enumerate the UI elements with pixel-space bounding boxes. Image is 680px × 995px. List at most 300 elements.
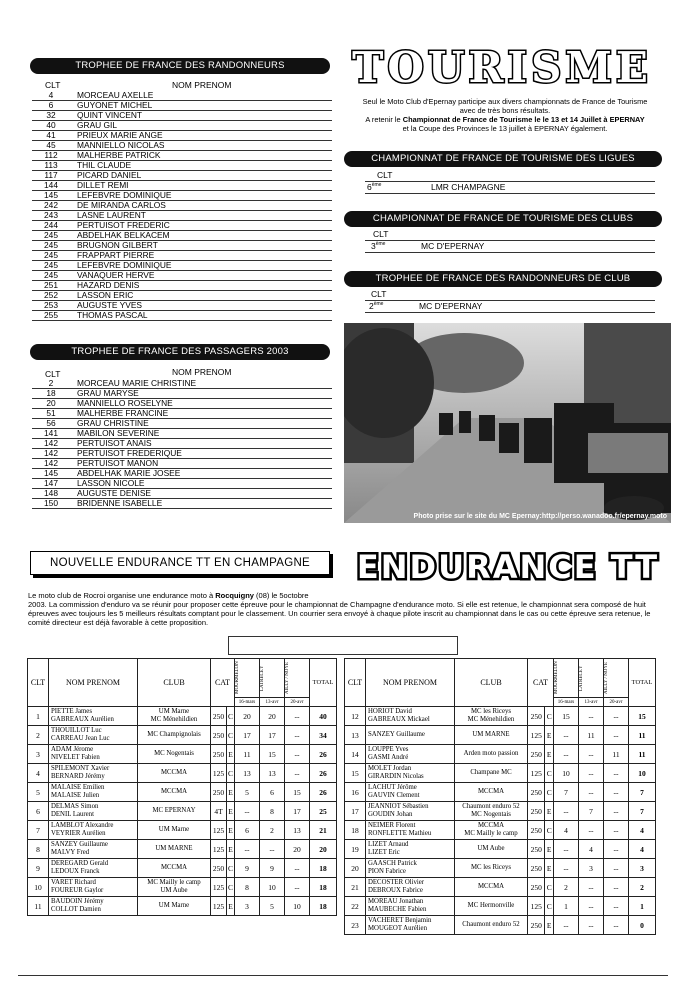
list-item-rank: 148 <box>44 488 58 498</box>
list-item-name: PERTUISOT FREDERIC <box>77 220 170 230</box>
list-item-name: THOMAS PASCAL <box>77 310 148 320</box>
row-latrecey: 13 <box>260 764 285 783</box>
row-mourmelon: 17 <box>235 726 260 745</box>
club-1: Arden moto passion <box>463 750 519 757</box>
row-club <box>138 783 211 802</box>
list-item-name: PICARD DANIEL <box>77 170 142 180</box>
table-row <box>28 745 337 764</box>
row-total: 3 <box>629 859 656 878</box>
row-cc: 125 <box>528 897 545 916</box>
row-cc: 250 <box>528 878 545 897</box>
col-name: NOM PRENOM <box>366 659 455 707</box>
row-clt: 8 <box>28 840 49 859</box>
rider-2: COLLOT Damien <box>51 906 101 913</box>
row-riders <box>49 897 138 916</box>
list-item-name: MABILON SEVERINE <box>77 428 160 438</box>
svg-text:ENDURANCE TT: ENDURANCE TT <box>356 548 660 586</box>
row-cc: 250 <box>211 783 227 802</box>
row-cat: C <box>545 707 554 726</box>
row-ailly: -- <box>285 707 310 726</box>
row-clt: 5 <box>28 783 49 802</box>
row-club <box>455 745 528 764</box>
list-item-rank: 142 <box>44 458 58 468</box>
row-latrecey: 7 <box>579 802 604 821</box>
passagers-title: TROPHEE DE FRANCE DES PASSAGERS 2003 <box>30 344 330 360</box>
rider-2: MAUBECHE Fabien <box>368 906 427 913</box>
row-mourmelon: 5 <box>235 783 260 802</box>
row-club <box>455 783 528 802</box>
list-item-name: LASSON NICOLE <box>77 478 145 488</box>
passagers-col-name: NOM PRENOM <box>172 367 232 377</box>
row-cc: 250 <box>528 783 545 802</box>
rider-1: DEREGARD Gerald <box>51 860 109 867</box>
row-total: 34 <box>310 726 337 745</box>
randonneurs-title: TROPHEE DE FRANCE DES RANDONNEURS <box>30 58 330 74</box>
club-1: MC Champignolais <box>147 731 201 738</box>
row-riders <box>366 745 455 764</box>
list-item-name: MANNIELLO NICOLAS <box>77 140 165 150</box>
list-item-rank: 144 <box>44 180 58 190</box>
row-clt: 7 <box>28 821 49 840</box>
row-cat: E <box>545 840 554 859</box>
club-1: UM Marne <box>158 826 190 833</box>
passagers-col-clt: CLT <box>45 369 61 379</box>
rider-1: SANZEY Guillaume <box>368 731 425 738</box>
row-club <box>455 764 528 783</box>
col-r1 <box>235 659 260 698</box>
row-mourmelon: -- <box>554 745 579 764</box>
list-item-rank: 112 <box>44 150 58 160</box>
rider-2: PION Fabrice <box>368 868 406 875</box>
row-latrecey: -- <box>579 897 604 916</box>
list-item-name: AUGUSTE YVES <box>77 300 143 310</box>
row-latrecey: -- <box>579 878 604 897</box>
rider-2: MALAISE Julien <box>51 792 100 799</box>
rider-2: NIVELET Fabien <box>51 754 100 761</box>
row-riders <box>49 821 138 840</box>
col-date: 13-avr <box>579 698 604 707</box>
row-cc: 250 <box>528 916 545 935</box>
ligues-team: LMR CHAMPAGNE <box>431 182 506 192</box>
row-club <box>455 878 528 897</box>
row-riders <box>49 840 138 859</box>
row-riders <box>49 764 138 783</box>
row-riders <box>49 802 138 821</box>
row-latrecey: 17 <box>260 726 285 745</box>
row-cat: E <box>227 783 235 802</box>
clubs-team: MC D'EPERNAY <box>421 241 485 251</box>
row-cat: C <box>227 764 235 783</box>
rider-2: GABREAUX Mickael <box>368 716 430 723</box>
list-item-rank: 245 <box>44 260 58 270</box>
row-latrecey: -- <box>579 764 604 783</box>
row-total: 26 <box>310 783 337 802</box>
tourisme-intro <box>340 97 670 133</box>
row-latrecey: -- <box>260 840 285 859</box>
endurance-big-title <box>348 544 668 586</box>
list-item-name: HAZARD DENIS <box>77 280 140 290</box>
row-mourmelon: -- <box>554 840 579 859</box>
row-clt: 6 <box>28 802 49 821</box>
rider-2: GIRARDIN Nicolas <box>368 773 424 780</box>
row-club <box>138 821 211 840</box>
row-cc: 250 <box>211 745 227 764</box>
row-cat: E <box>227 802 235 821</box>
row-mourmelon: -- <box>554 916 579 935</box>
list-item-rank: 145 <box>44 468 58 478</box>
row-ailly: -- <box>604 859 629 878</box>
club-2: MC Ménehildien <box>150 716 198 723</box>
list-item-rank: 245 <box>44 270 58 280</box>
row-cat: E <box>227 745 235 764</box>
list-item-name: ABDELHAK MARIE JOSEE <box>77 468 181 478</box>
row-mourmelon: 13 <box>235 764 260 783</box>
row-club <box>455 840 528 859</box>
row-total: 26 <box>310 764 337 783</box>
col-r3 <box>285 659 310 698</box>
randonneurs-list <box>32 91 332 321</box>
club-1: MCCMA <box>477 822 505 829</box>
row-club <box>138 840 211 859</box>
col-cat: CAT <box>528 659 554 707</box>
list-item-rank: 51 <box>46 408 56 418</box>
row-total: 1 <box>629 897 656 916</box>
rider-1: THOUILLOT Luc <box>51 727 102 734</box>
list-item-name: GRAU GIL <box>77 120 118 130</box>
list-item-rank: 251 <box>44 280 58 290</box>
club-1: MC Hermonville <box>467 902 515 909</box>
col-date: 16-mars <box>235 698 260 707</box>
row-cc: 250 <box>528 802 545 821</box>
col-r2-label: LATRECEY <box>260 665 265 691</box>
row-latrecey: -- <box>579 916 604 935</box>
list-item-rank: 45 <box>46 140 56 150</box>
row-total: 0 <box>629 916 656 935</box>
row-cc: 250 <box>528 859 545 878</box>
club-1: MC EPERNAY <box>152 807 196 814</box>
rider-2: GASMI André <box>368 754 409 761</box>
row-total: 4 <box>629 821 656 840</box>
row-latrecey: 2 <box>260 821 285 840</box>
row-riders <box>49 707 138 726</box>
club-1: MC les Riceys <box>470 708 512 715</box>
list-item-rank: 142 <box>44 438 58 448</box>
row-cat: C <box>545 764 554 783</box>
rclub-result <box>365 289 655 313</box>
table-row <box>345 783 656 802</box>
list-item-rank: 252 <box>44 290 58 300</box>
row-cc: 125 <box>211 878 227 897</box>
club-1: MCCMA <box>160 864 188 871</box>
row-mourmelon: -- <box>554 859 579 878</box>
tourisme-title <box>342 42 662 94</box>
rider-1: DELMAS Simon <box>51 803 99 810</box>
col-r1-label: MOURMELON <box>554 661 559 695</box>
row-riders <box>366 802 455 821</box>
row-clt: 9 <box>28 859 49 878</box>
row-latrecey: 6 <box>260 783 285 802</box>
rider-2: DEBROUX Fabrice <box>368 887 423 894</box>
rider-2: RONFLETTE Mathieu <box>368 830 432 837</box>
rider-1: VARET Richard <box>51 879 96 886</box>
row-cc: 125 <box>528 726 545 745</box>
table-row <box>28 859 337 878</box>
list-item-name: DILLET REMI <box>77 180 129 190</box>
row-ailly: -- <box>604 707 629 726</box>
list-item-rank: 253 <box>44 300 58 310</box>
table-row <box>28 783 337 802</box>
rider-2: MALVY Fred <box>51 849 90 856</box>
clubs-rank: 3ème <box>371 241 386 251</box>
rider-1: SPILEMONT Xavier <box>51 765 110 772</box>
row-ailly: -- <box>285 745 310 764</box>
row-mourmelon: 15 <box>554 707 579 726</box>
col-total: TOTAL <box>629 659 656 707</box>
row-clt: 15 <box>345 764 366 783</box>
list-item-rank: 145 <box>44 190 58 200</box>
randonneurs-col-clt: CLT <box>45 80 61 90</box>
list-item-name: VANAQUER HERVE <box>77 270 155 280</box>
table-row <box>345 840 656 859</box>
table-row <box>345 764 656 783</box>
row-club <box>138 878 211 897</box>
list-item-rank: 113 <box>44 160 58 170</box>
row-riders <box>49 726 138 745</box>
rider-1: VACHERET Benjamin <box>368 917 432 924</box>
table-row <box>345 726 656 745</box>
svg-text:TOURISME: TOURISME <box>352 43 652 92</box>
row-ailly: -- <box>604 821 629 840</box>
list-item-name: BRUGNON GILBERT <box>77 240 158 250</box>
row-total: 21 <box>310 821 337 840</box>
clubs-result <box>365 229 655 253</box>
row-cat: C <box>545 783 554 802</box>
row-clt: 2 <box>28 726 49 745</box>
rider-1: PIETTE James <box>51 708 92 715</box>
row-total: 26 <box>310 745 337 764</box>
row-ailly: -- <box>604 878 629 897</box>
row-club <box>455 821 528 840</box>
row-clt: 12 <box>345 707 366 726</box>
row-riders <box>366 707 455 726</box>
rider-2: FOUREUR Gaylor <box>51 887 104 894</box>
list-item-name: ABDELHAK BELKACEM <box>77 230 170 240</box>
list-item-rank: 18 <box>46 388 56 398</box>
row-clt: 4 <box>28 764 49 783</box>
rider-1: SANZEY Guillaume <box>51 841 108 848</box>
motorcycle-photo <box>344 323 671 523</box>
list-item-rank: 147 <box>44 478 58 488</box>
row-cat: C <box>545 821 554 840</box>
col-date: 20-avr <box>285 698 310 707</box>
row-mourmelon: 9 <box>235 859 260 878</box>
row-cc: 250 <box>211 859 227 878</box>
rclub-clt: CLT <box>365 289 655 301</box>
row-cat: C <box>227 878 235 897</box>
list-item-name: LASNE LAURENT <box>77 210 146 220</box>
row-ailly: -- <box>285 859 310 878</box>
col-r2-label: LATRECEY <box>579 665 584 691</box>
row-total: 11 <box>629 726 656 745</box>
row-total: 15 <box>629 707 656 726</box>
rider-2: GOUDIN Johan <box>368 811 413 818</box>
photo-caption: Photo prise sur le site du MC Epernay:http://perso.wanadoo.fr/epernay.moto <box>413 513 667 520</box>
row-clt: 23 <box>345 916 366 935</box>
row-latrecey: 20 <box>260 707 285 726</box>
club-1: MC les Riceys <box>470 864 512 871</box>
row-cat: C <box>227 707 235 726</box>
club-1: MC Nogentais <box>154 750 194 757</box>
row-riders <box>366 859 455 878</box>
col-name: NOM PRENOM <box>49 659 138 707</box>
table-row <box>345 916 656 935</box>
row-latrecey: 8 <box>260 802 285 821</box>
tourisme-intro-line1: Seul le Moto Club d'Epernay participe aux divers championnats de France de Tourisme <box>362 97 648 106</box>
list-item-rank: 56 <box>46 418 56 428</box>
list-item-rank: 142 <box>44 448 58 458</box>
list-item-name: QUINT VINCENT <box>77 110 142 120</box>
row-ailly: -- <box>285 878 310 897</box>
club-1: UM Marne <box>158 708 190 715</box>
col-r2 <box>260 659 285 698</box>
list-item-rank: 245 <box>44 240 58 250</box>
row-club <box>138 745 211 764</box>
col-r1-label: MOURMELON <box>235 661 240 695</box>
row-ailly: -- <box>285 764 310 783</box>
table-row <box>28 707 337 726</box>
row-cat: C <box>545 878 554 897</box>
row-mourmelon: 6 <box>235 821 260 840</box>
row-total: 25 <box>310 802 337 821</box>
row-cc: 125 <box>211 840 227 859</box>
row-total: 40 <box>310 707 337 726</box>
row-mourmelon: 20 <box>235 707 260 726</box>
row-mourmelon: 2 <box>554 878 579 897</box>
list-item-name: PERTUISOT ANAIS <box>77 438 152 448</box>
rider-1: ADAM Jérome <box>51 746 94 753</box>
club-2: MC Ménehildien <box>467 716 515 723</box>
club-1: Chaumont enduro 52 <box>462 921 520 928</box>
row-ailly: 13 <box>285 821 310 840</box>
tourisme-intro-line4: et la Coupe des Provinces le 13 juillet à EPERNAY également. <box>402 124 608 133</box>
row-cat: E <box>227 897 235 916</box>
list-item <box>32 499 332 509</box>
row-total: 7 <box>629 783 656 802</box>
list-item-name: MALHERBE FRANCINE <box>77 408 169 418</box>
row-riders <box>366 821 455 840</box>
rider-1: LAMBLOT Alexandre <box>51 822 114 829</box>
row-club <box>455 707 528 726</box>
row-riders <box>366 764 455 783</box>
rider-2: DENIL Laurent <box>51 811 94 818</box>
list-item-name: GRAU CHRISTINE <box>77 418 149 428</box>
rider-1: LOUPPE Yves <box>368 746 409 753</box>
row-mourmelon: -- <box>554 802 579 821</box>
row-ailly: -- <box>604 840 629 859</box>
list-item-rank: 32 <box>46 110 56 120</box>
row-ailly: -- <box>604 916 629 935</box>
club-1: MCCMA <box>160 788 188 795</box>
row-latrecey: 10 <box>260 878 285 897</box>
rclub-title: TROPHEE DE FRANCE DES RANDONNEURS DE CLUB <box>344 271 662 287</box>
row-total: 4 <box>629 840 656 859</box>
club-2: MC Nogentais <box>471 811 511 818</box>
club-1: Champane MC <box>470 769 512 776</box>
ligues-result <box>365 170 655 194</box>
motorcycle-photo-image <box>344 323 671 523</box>
list-item-rank: 245 <box>44 250 58 260</box>
rider-1: MOREAU Jonathan <box>368 898 424 905</box>
row-clt: 18 <box>345 821 366 840</box>
row-club <box>455 897 528 916</box>
list-item-rank: 4 <box>48 90 54 100</box>
rider-2: VEYRIER Aurélien <box>51 830 106 837</box>
list-item-rank: 244 <box>44 220 58 230</box>
list-item-rank: 150 <box>44 498 58 508</box>
col-r3 <box>604 659 629 698</box>
row-clt: 14 <box>345 745 366 764</box>
col-date: 13-avr <box>260 698 285 707</box>
row-cat: E <box>545 726 554 745</box>
table-row <box>345 897 656 916</box>
clubs-clt: CLT <box>365 229 655 241</box>
row-mourmelon: 1 <box>554 897 579 916</box>
col-r3-label: AILLY / NOYE <box>285 661 290 695</box>
tourisme-intro-line3b: Championnat de France de Tourisme le le 13 et 14 Juillet à EPERNAY <box>402 115 645 124</box>
ligues-clt: CLT <box>365 170 655 182</box>
row-clt: 19 <box>345 840 366 859</box>
table-row <box>28 764 337 783</box>
randonneurs-col-name: NOM PRENOM <box>172 80 232 90</box>
row-riders <box>366 878 455 897</box>
row-mourmelon: 8 <box>235 878 260 897</box>
row-clt: 17 <box>345 802 366 821</box>
row-club <box>138 897 211 916</box>
bottom-rule <box>18 975 668 976</box>
row-latrecey: 11 <box>579 726 604 745</box>
row-latrecey: -- <box>579 783 604 802</box>
row-total: 11 <box>629 745 656 764</box>
list-item <box>32 311 332 321</box>
list-item-name: PERTUISOT FREDERIQUE <box>77 448 182 458</box>
table-row <box>345 802 656 821</box>
row-ailly: -- <box>604 726 629 745</box>
list-item-name: LASSON ERIC <box>77 290 134 300</box>
rider-1: MALAISE Emilien <box>51 784 105 791</box>
row-ailly: -- <box>285 726 310 745</box>
list-item-name: MANNIELLO ROSELYNE <box>77 398 173 408</box>
list-item-name: PERTUISOT MANON <box>77 458 159 468</box>
rider-2: CARREAU Jean Luc <box>51 735 110 742</box>
row-cc: 125 <box>528 764 545 783</box>
rider-1: MOLET Jordan <box>368 765 412 772</box>
row-latrecey: 15 <box>260 745 285 764</box>
row-latrecey: 3 <box>579 859 604 878</box>
list-item-rank: 2 <box>48 378 54 388</box>
row-cat: C <box>227 726 235 745</box>
table-row <box>345 745 656 764</box>
club-1: MCCMA <box>477 788 505 795</box>
row-cc: 4T <box>211 802 227 821</box>
row-cc: 250 <box>211 726 227 745</box>
row-riders <box>49 745 138 764</box>
list-item-name: GUYONET MICHEL <box>77 100 153 110</box>
list-item-name: MALHERBE PATRICK <box>77 150 161 160</box>
club-1: UM Aube <box>477 845 505 852</box>
list-item-name: MORCEAU MARIE CHRISTINE <box>77 378 197 388</box>
rider-1: HORIOT David <box>368 708 412 715</box>
row-mourmelon: 4 <box>554 821 579 840</box>
